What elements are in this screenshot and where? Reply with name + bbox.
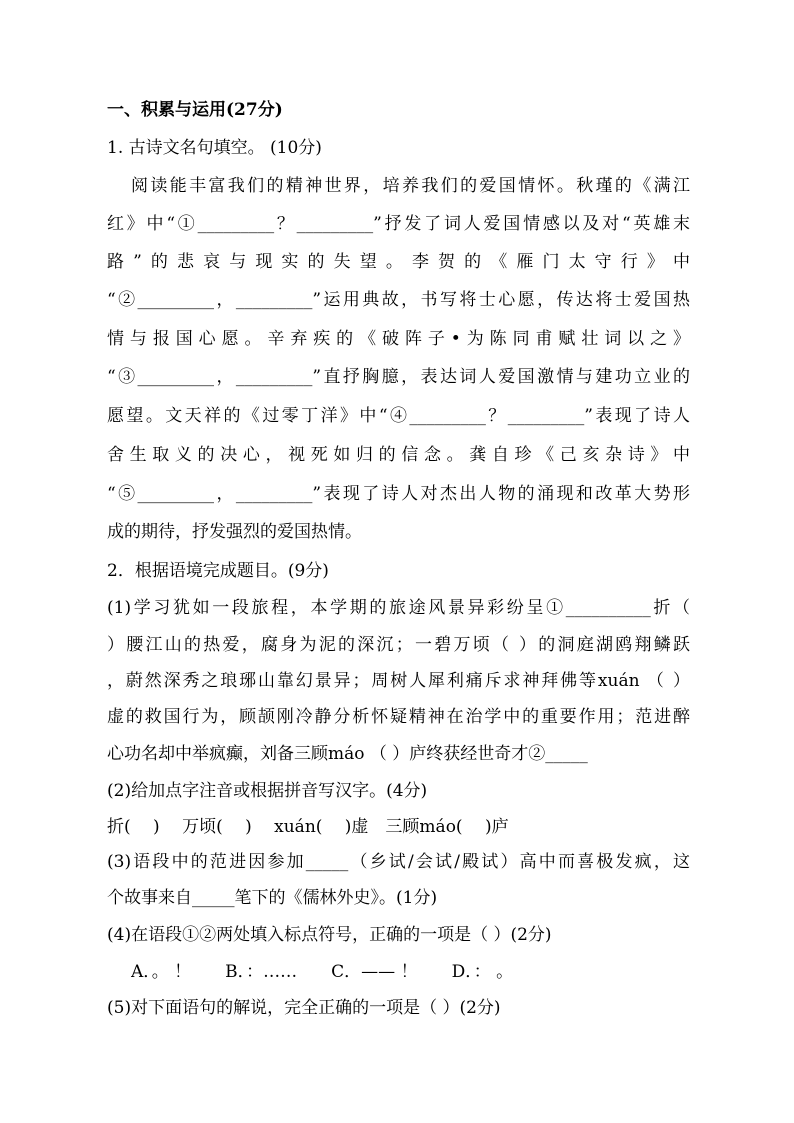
options-line: A．。 ！ B．：…… C．—— ！ D．： 。: [131, 962, 514, 982]
pinyin-items: 折( ) 万顷( ) xuán( )虚 三顾máo( )庐: [107, 817, 509, 837]
passage-line: 心功名却中举疯癫，刘备三顾máo （ ）庐终获经世奇才②_____: [107, 744, 588, 764]
passage-line: ，蔚然深秀之琅琊山靠幻景异；周树人犀利痛斥求神拜佛等xuán （ ）: [107, 671, 690, 691]
subquestion-3-cont: 个故事来自_____笔下的《儒林外史》。(1分): [107, 888, 438, 908]
paragraph-line: “③_________，_________”直抒胸臆，表达词人爱国激情与建功立业的: [107, 367, 690, 387]
paragraph-line: 路”的悲哀与现实的失望。李贺的《雁门太守行》中: [107, 252, 690, 272]
paragraph-line: “⑤_________，_________”表现了诗人对杰出人物的涌现和改革大势形: [107, 484, 690, 504]
paragraph-line: 阅读能丰富我们的精神世界，培养我们的爱国情怀。秋瑾的《满江: [131, 176, 690, 196]
subquestion-5: (5)对下面语句的解说，完全正确的一项是（ ）(2分): [107, 998, 501, 1018]
passage-line: 虚的救国行为，顾颉刚冷静分析怀疑精神在治学中的重要作用；范进醉: [107, 707, 690, 727]
paragraph-line: 愿望。文天祥的《过零丁洋》中“④_________？_________”表现了诗人: [107, 406, 690, 426]
paragraph-line: 成的期待，抒发强烈的爱国热情。: [107, 522, 362, 542]
subquestion-3: (3)语段中的范进因参加_____（乡试/会试/殿试）高中而喜极发疯，这: [107, 852, 690, 872]
subquestion-2: (2)给加点字注音或根据拼音写汉字。(4分): [107, 781, 428, 801]
section-heading: 一、积累与运用(27分): [107, 100, 283, 120]
passage-line: ）腰江山的热爱，腐身为泥的深沉；一碧万顷（ ）的洞庭湖鸥翔鳞跃: [107, 635, 690, 655]
paragraph-line: “②_________，_________”运用典故，书写将士心愿，传达将士爱国热: [107, 290, 690, 310]
subquestion-4: (4)在语段①②两处填入标点符号，正确的一项是（ ）(2分): [107, 925, 552, 945]
paragraph-line: 情与报国心愿。辛弃疾的《破阵子•为陈同甫赋壮词以之》: [107, 329, 690, 349]
question-2-title: 2．根据语境完成题目。(9分): [107, 561, 329, 581]
paragraph-line: 红》中“①_________？_________”抒发了词人爱国情感以及对“英雄末: [107, 214, 690, 234]
paragraph-line: 舍生取义的决心，视死如归的信念。龚自珍《己亥杂诗》中: [107, 445, 690, 465]
passage-line: (1)学习犹如一段旅程，本学期的旅途风景异彩纷呈①__________折（: [107, 598, 690, 618]
question-1-title: 1. 古诗文名句填空。 (10分): [107, 138, 322, 158]
